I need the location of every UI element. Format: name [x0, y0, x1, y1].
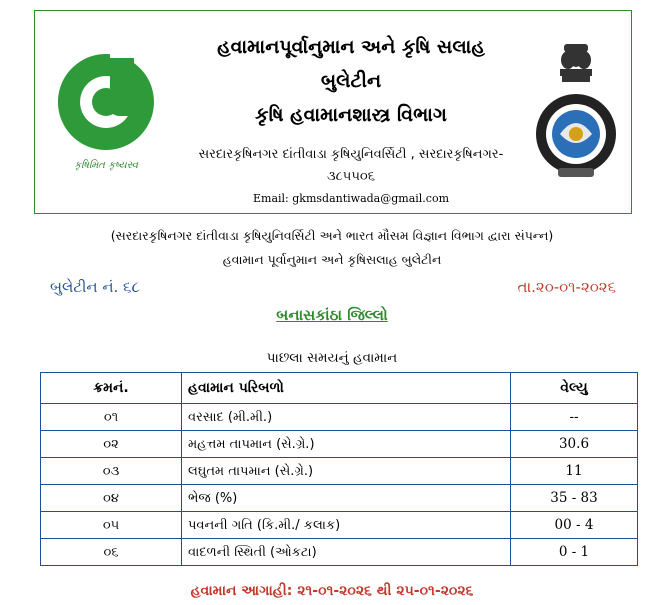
logo-motto: કૃષિમિત કૃષ્યસ્વ — [74, 160, 138, 171]
table-row — [41, 512, 638, 539]
imd-emblem — [532, 42, 620, 180]
row-value: 00 - 4 — [511, 512, 638, 539]
row-value: 30.6 — [511, 431, 638, 458]
intro-line-2: હવામાન પૂર્વાનુમાન અને કૃષિસલાહ બુલેટીન — [222, 252, 442, 267]
row-parameter: વરસાદ (મી.મી.) — [182, 404, 511, 431]
email-text: Email: gkmsdantiwada@gmail.com — [252, 192, 449, 205]
table-row — [41, 431, 638, 458]
row-parameter: મહત્તમ તાપમાન (સે.ગ્રે.) — [182, 431, 511, 458]
title-line-3: કૃષિ હવામાનશાસ્ત્ર વિભાગ — [255, 104, 447, 126]
address — [170, 144, 532, 188]
table-header-row — [41, 373, 638, 404]
row-serial: ૦૪ — [41, 485, 182, 512]
row-value: 35 - 83 — [511, 485, 638, 512]
row-serial: ૦૫ — [41, 512, 182, 539]
row-serial: ૦૩ — [41, 458, 182, 485]
table-row — [41, 539, 638, 566]
university-logo — [50, 46, 162, 176]
past-weather-title: પાછલા સમયનું હવામાન — [266, 350, 398, 366]
forecast-period: હવામાન આગાહી: ૨૧-૦૧-૨૦૨૬ થી ૨૫-૦૧-૨૦૨૬ — [190, 583, 474, 599]
bulletin-number: બુલેટીન નં. ૬૮ — [50, 278, 140, 296]
row-serial: ૦૬ — [41, 539, 182, 566]
row-value: -- — [511, 404, 638, 431]
row-parameter: વાદળની સ્થિતી (ઓકટા) — [182, 539, 511, 566]
header-serial: ક્રમનં. — [41, 373, 182, 404]
row-value: 11 — [511, 458, 638, 485]
table-row — [41, 458, 638, 485]
row-serial: ૦૨ — [41, 431, 182, 458]
ashoka-emblem-icon — [560, 44, 592, 82]
intro-line-1: (સરદારકૃષિનગર દાંતીવાડા કૃષિયુનિવર્સિટી અને ભારત મૌસમ વિજ્ઞાન વિભાગ દ્વારા સંપન્ન) — [110, 228, 554, 243]
district-name: બનાસકાંઠા જિલ્લો — [276, 306, 388, 324]
title-line-1: હવામાનપૂર્વાનુમાન અને કૃષિ સલાહ — [217, 36, 485, 58]
header-parameter: હવામાન પરિબળો — [182, 373, 511, 404]
address-line-1: સરદારકૃષિનગર દાંતીવાડા કૃષિયુનિવર્સિટી , સરદારકૃષિનગર- — [198, 147, 504, 162]
address-line-2: ૩૮૫૫૦૬ — [327, 169, 375, 184]
title-line-2: બુલેટીન — [320, 70, 382, 92]
table-row — [41, 404, 638, 431]
row-parameter: ભેજ (%) — [182, 485, 511, 512]
bulletin-date: તા.૨૦-૦૧-૨૦૨૬ — [517, 278, 616, 296]
table-row — [41, 485, 638, 512]
header-value: વેલ્યુ — [511, 373, 638, 404]
row-parameter: લઘુતમ તાપમાન (સે.ગ્રે.) — [182, 458, 511, 485]
row-parameter: પવનની ગતિ (કિ.મી./ કલાક) — [182, 512, 511, 539]
weather-table — [40, 372, 638, 566]
row-serial: ૦૧ — [41, 404, 182, 431]
row-value: 0 - 1 — [511, 539, 638, 566]
